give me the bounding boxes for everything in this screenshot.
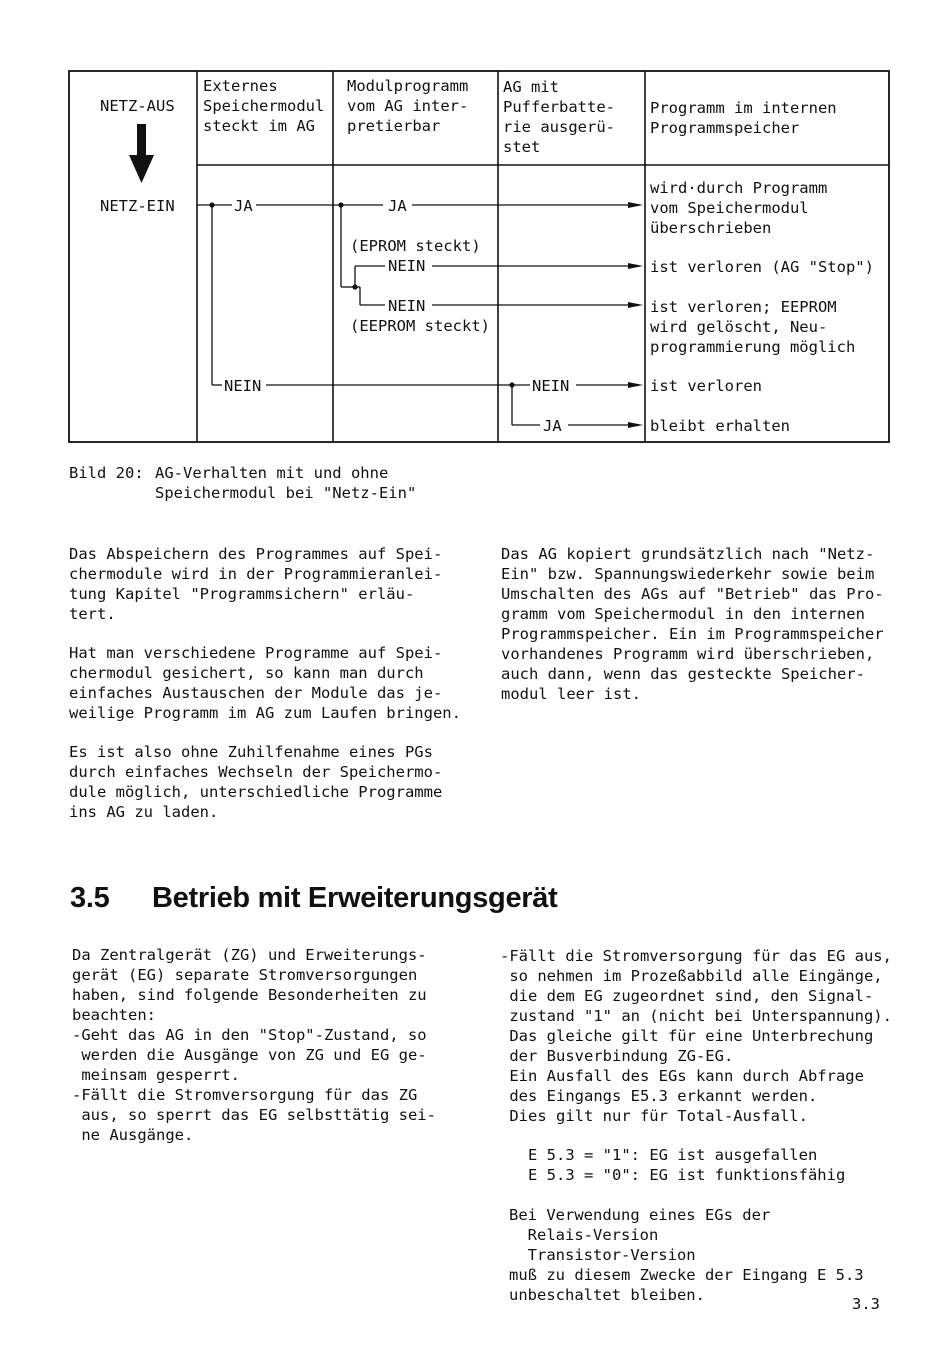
netz-ein-label: NETZ-EIN	[100, 197, 175, 215]
branch-label-nein-eeprom: NEIN	[388, 297, 426, 315]
paragraph-verwendung: Bei Verwendung eines EGs der Relais-Version Transistor-Version muß zu diesem Zwecke der Eingang E 5.3 unbeschaltet bleiben.	[509, 1206, 864, 1304]
result-eeprom-geloescht: ist verloren; EEPROM wird gelöscht, Neu- programmierung möglich	[650, 298, 856, 356]
branch-label-eeprom: (EEPROM steckt)	[350, 317, 490, 335]
branch-label-nein-3: NEIN	[532, 377, 570, 395]
column-header-speichermodul: Externes Speichermodul steckt im AG	[203, 77, 325, 135]
page-number: 3.3	[852, 1295, 880, 1313]
branch-label-nein-1: NEIN	[224, 377, 262, 395]
paragraph-stromversorgung-eg: -Fällt die Stromversorgung für das EG aus, so nehmen im Prozeßabbild alle Eingänge, die dem EG zugeordnet sind, den Signal- zustand "1" an (nicht bei Unterspannung). Das gleiche gilt für eine Unterbrechung der Busverbindung ZG-EG. Ein Ausfall des EGs kann durch Abfrage des Eingangs E5.3 erkannt werden. Dies gilt nur für Total-Ausfall.	[500, 947, 892, 1125]
result-bleibt-erhalten: bleibt erhalten	[650, 417, 790, 435]
result-ueberschrieben: wird·durch Programm vom Speichermodul überschrieben	[650, 179, 828, 237]
figure-caption-text: AG-Verhalten mit und ohne Speichermodul bei "Netz-Ein"	[155, 464, 417, 502]
section-heading	[70, 882, 557, 915]
result-verloren-stop: ist verloren (AG "Stop")	[650, 258, 874, 276]
column-header-pufferbatterie: AG mit Pufferbatte- rie ausgerü- stet	[503, 78, 615, 156]
paragraph-zentralgeraet: Da Zentralgerät (ZG) und Erweiterungs- gerät (EG) separate Stromversorgungen haben, sind folgende Besonderheiten zu beachten: -Geht das AG in den "Stop"-Zustand, so werden die Ausgänge von ZG und EG ge- meinsam gesperrt. -Fällt die Stromversorgung für das ZG aus, so sperrt das EG selbsttätig sei- ne Ausgänge.	[72, 946, 436, 1144]
column-header-programmspeicher: Programm im internen Programmspeicher	[650, 99, 837, 137]
section-number: 3.5	[70, 882, 110, 914]
paragraph-kopiert: Das AG kopiert grundsätzlich nach "Netz- Ein" bzw. Spannungswiederkehr sowie beim Umschalten des AGs auf "Betrieb" das Pro- gramm vom Speichermodul in den internen Programmspeicher. Ein im Programmspeicher vorhandenes Programm wird überschrieben, auch dann, wenn das gesteckte Speicher- modul leer ist.	[501, 545, 884, 703]
result-verloren: ist verloren	[650, 377, 762, 395]
branch-label-ja-3: JA	[543, 417, 562, 435]
branch-label-ja-1: JA	[234, 197, 253, 215]
branch-label-nein-eprom: NEIN	[388, 257, 426, 275]
branch-label-ja-2: JA	[388, 197, 407, 215]
column-header-modulprogramm: Modulprogramm vom AG inter- pretierbar	[347, 77, 469, 135]
branch-label-eprom: (EPROM steckt)	[350, 237, 481, 255]
paragraph-austauschen: Hat man verschiedene Programme auf Spei- chermodul gesichert, so kann man durch einfaches Austauschen der Module das je- weilige Programm im AG zum Laufen bringen.	[69, 644, 461, 722]
input-status-codes: E 5.3 = "1": EG ist ausgefallen E 5.3 = "0": EG ist funktionsfähig	[528, 1146, 846, 1184]
figure-caption-label: Bild 20:	[69, 464, 144, 482]
paragraph-wechseln: Es ist also ohne Zuhilfenahme eines PGs durch einfaches Wechseln der Speichermo- dule möglich, unterschiedliche Programme ins AG zu laden.	[69, 743, 443, 821]
netz-aus-label: NETZ-AUS	[100, 97, 175, 115]
section-title: Betrieb mit Erweiterungsgerät	[152, 882, 558, 914]
paragraph-abspeichern: Das Abspeichern des Programmes auf Spei- chermodule wird in der Programmieranlei- tung Kapitel "Programmsichern" erläu- tert.	[69, 545, 443, 623]
